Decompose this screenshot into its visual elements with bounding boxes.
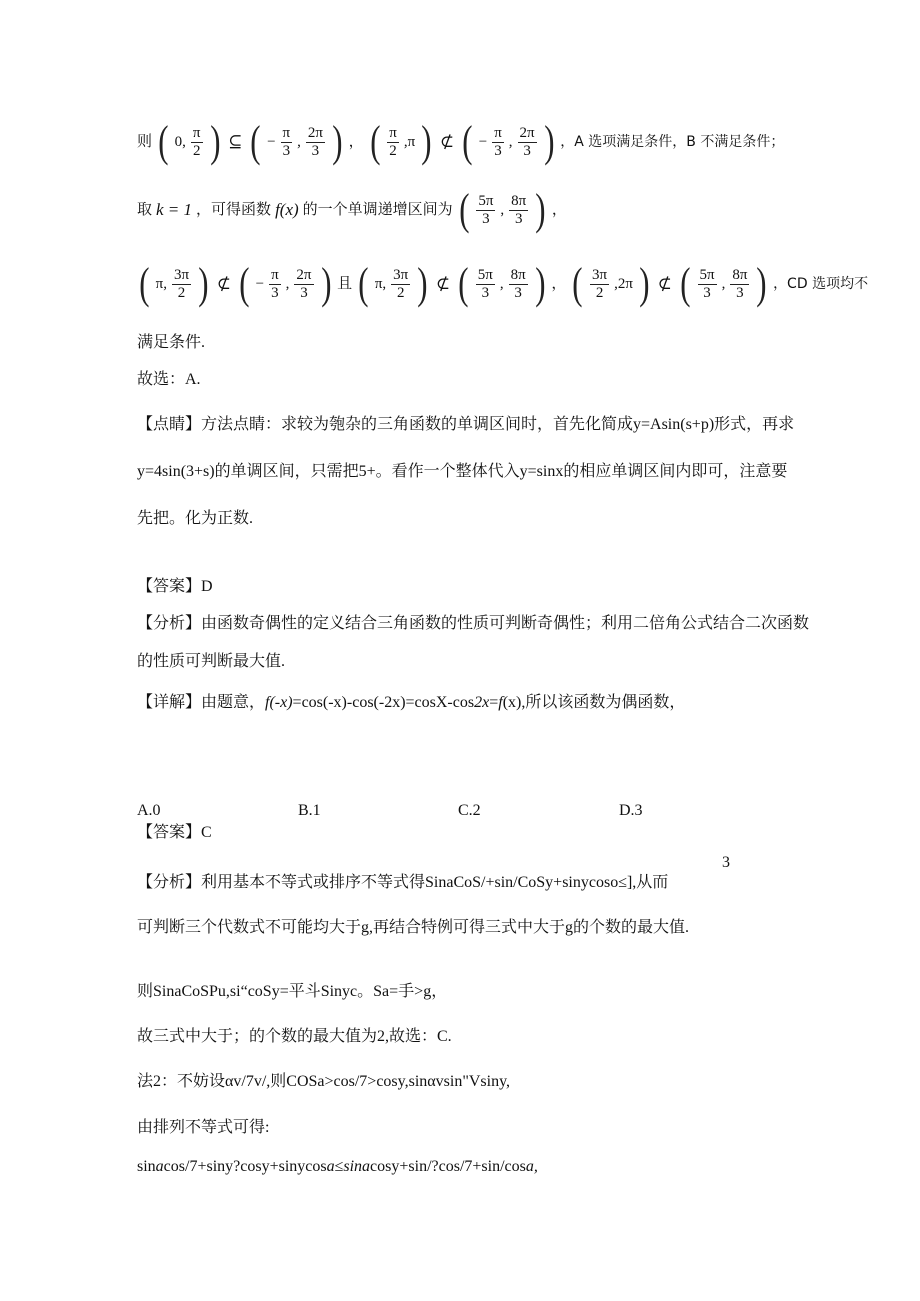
text-tail: ，A 选项满足条件，B 不满足条件； (560, 134, 785, 150)
detail-label: 【详解】由题意， (137, 694, 266, 711)
fraction: $\frac{5\pi}{3}$ (699, 266, 715, 301)
final-part-3: cosy+sin/?cos/7+sin/cos (370, 1158, 526, 1175)
fraction: $\frac{\pi}{2}$ (192, 124, 201, 159)
final-a1: a (155, 1158, 164, 1175)
math-line-1: 则 ( 0, $\frac{\pi}{2}$ ) ⊆ ( − $\frac{\pi}{3}$ , $\frac{2\pi}{3}$ ) ， ( $\frac{\pi}{2}$ ,π ) ⊄ ( − $\frac{\pi}{3}$ , $\frac{2\pi}{3}$ ) ，A 选项满足条件，B 不满足条件； (137, 117, 785, 166)
paren: ) (543, 117, 555, 166)
fraction: $\frac{3\pi}{2}$ (173, 266, 190, 301)
analysis2-line-1: 【分析】利用基本不等式或排序不等式得SinaCoS/+sin/CoSy+sinycoso≤],从而 (137, 874, 669, 891)
paren: ) (332, 117, 343, 166)
minus-sign: − (267, 134, 276, 150)
analysis-line-1: 【分析】由函数奇偶性的定义结合三角函数的性质可判断奇偶性；利用二倍角公式结合二次函数 (137, 615, 810, 632)
math-line-3: ( π, $\frac{3\pi}{2}$ ) ⊄ ( − $\frac{\pi}{3}$ , $\frac{2\pi}{3}$ ) 且 ( π, $\frac{3\pi}{2}$ ) ⊄ ( $\frac{5\pi}{3}$ , $\frac{8\pi}{3}$ ) ， ( $\frac{3\pi}{2}$ ,2π ) ⊄ ( $\frac{5\pi}{3}$ , $\frac{8\pi}{3}$ ) ，CD 选项均不 (139, 259, 869, 308)
math-fx: f(x) (275, 200, 299, 219)
final-part-1: sin (137, 1158, 156, 1175)
detail-tail: (x),所以该函数为偶函数， (502, 694, 686, 711)
option-a: A.0 (137, 802, 161, 819)
math-line-2: 取 k = 1 ，可得函数 f(x) 的一个单调递增区间为 ( $\frac{5\pi}{3}$ , $\frac{8\pi}{3}$ ) ， (137, 185, 567, 234)
fraction: $\frac{\pi}{3}$ (282, 124, 291, 159)
paren: ) (535, 185, 546, 234)
math-k: k = 1 (156, 200, 193, 219)
so-line: 故三式中大于；的个数的最大值为2,故选：C. (137, 1028, 452, 1045)
final-part-2: cos/7+siny?cosy+sinycos (163, 1158, 327, 1175)
final-line (137, 1157, 538, 1177)
then-line: 则SinaCoSPu,si“coSy=平斗Sinyc。Sa=手>g， (137, 983, 448, 1000)
text-mid: ，可得函数 (196, 202, 272, 218)
option-d: D.3 (619, 802, 643, 819)
paren: ) (421, 117, 432, 166)
final-sina: sina (343, 1158, 371, 1175)
detail-mid: =cos(-x)-cos(-2x)=cosX-cos (292, 694, 475, 711)
paren: ( (462, 117, 473, 166)
paren: ( (458, 185, 470, 234)
not-subset-symbol: ⊄ (657, 274, 672, 293)
comma: ， (551, 276, 567, 292)
not-subset-symbol: ⊄ (439, 132, 455, 151)
detail-f: f (498, 694, 503, 711)
math-pi: ,π (403, 134, 416, 150)
stray-number: 3 (722, 854, 730, 871)
subset-symbol: ⊆ (228, 132, 243, 151)
analysis-line-2: 的性质可判断最大值. (137, 653, 286, 670)
detail-eq: = (489, 694, 499, 711)
math-2pi: ,2π (614, 276, 633, 292)
answer-d: 【答案】D (137, 578, 213, 595)
fraction: $\frac{3\pi}{2}$ (393, 266, 409, 301)
fraction: $\frac{8\pi}{3}$ (510, 266, 526, 301)
paren: ) (209, 117, 220, 166)
math-pi: π, (155, 276, 167, 292)
text-ze: 则 (137, 134, 153, 150)
detail-2x: 2x (474, 694, 490, 711)
not-subset-symbol: ⊄ (435, 274, 451, 293)
fraction: $\frac{5\pi}{3}$ (478, 192, 494, 227)
final-a3: a, (525, 1158, 538, 1175)
paren: ( (158, 117, 169, 166)
fraction: $\frac{2\pi}{3}$ (296, 266, 312, 301)
tip-line-3: 先把。化为正数. (137, 510, 254, 527)
math-pi: π, (374, 276, 387, 292)
answer-c: 【答案】C (137, 824, 212, 841)
minus-sign: − (478, 134, 488, 150)
paren: ( (250, 117, 261, 166)
tip-line-1: 【点睛】方法点睛：求较为匏杂的三角函数的单调区间时，首先化简成y=Asin(s+p)形式，再求 (137, 416, 795, 433)
analysis2-line-2: 可判断三个代数式不可能均大于g,再结合特例可得三式中大于g的个数的最大值. (137, 919, 690, 936)
method2-line: 法2：不妨设αv/7v/,则COSa>cos/7>cosy,sinαvsin"Vsiny, (137, 1073, 511, 1090)
math-zero: 0, (174, 134, 186, 150)
comma: ， (551, 202, 567, 218)
text-tail: ，CD 选项均不 (773, 276, 869, 292)
text-take: 取 (137, 202, 153, 218)
fraction: $\frac{3\pi}{2}$ (592, 266, 608, 301)
fraction: $\frac{\pi}{3}$ (271, 266, 279, 301)
fraction: $\frac{8\pi}{3}$ (511, 192, 527, 227)
text-line-satisfy: 满足条件. (137, 334, 206, 351)
option-c: C.2 (458, 802, 481, 819)
tip-line-2: y=4sin(3+s)的单调区间，只需把5+。看作一个整体代入y=sinx的相应单调区间内即可，注意要 (137, 463, 788, 480)
detail-fx: f(-x) (265, 694, 293, 711)
text-mid2: 的一个单调递增区间为 (302, 202, 453, 218)
final-le: ≤ (334, 1158, 344, 1175)
paren: ( (369, 117, 381, 166)
option-b: B.1 (298, 802, 321, 819)
text-and: 且 (337, 276, 353, 292)
fraction: $\frac{\pi}{3}$ (494, 124, 502, 159)
by-sort-line: 由排列不等式可得: (137, 1119, 270, 1136)
fraction: $\frac{8\pi}{3}$ (732, 266, 748, 301)
not-subset-symbol: ⊄ (216, 274, 231, 293)
detail-line (137, 693, 685, 713)
comma: ， (348, 134, 364, 150)
text-choose-a: 故选：A. (137, 371, 201, 388)
fraction: $\frac{\pi}{2}$ (389, 124, 397, 159)
fraction: $\frac{2\pi}{3}$ (519, 124, 535, 159)
fraction: $\frac{2\pi}{3}$ (307, 124, 323, 159)
final-a2: a (326, 1158, 335, 1175)
fraction: $\frac{5\pi}{3}$ (477, 266, 493, 301)
